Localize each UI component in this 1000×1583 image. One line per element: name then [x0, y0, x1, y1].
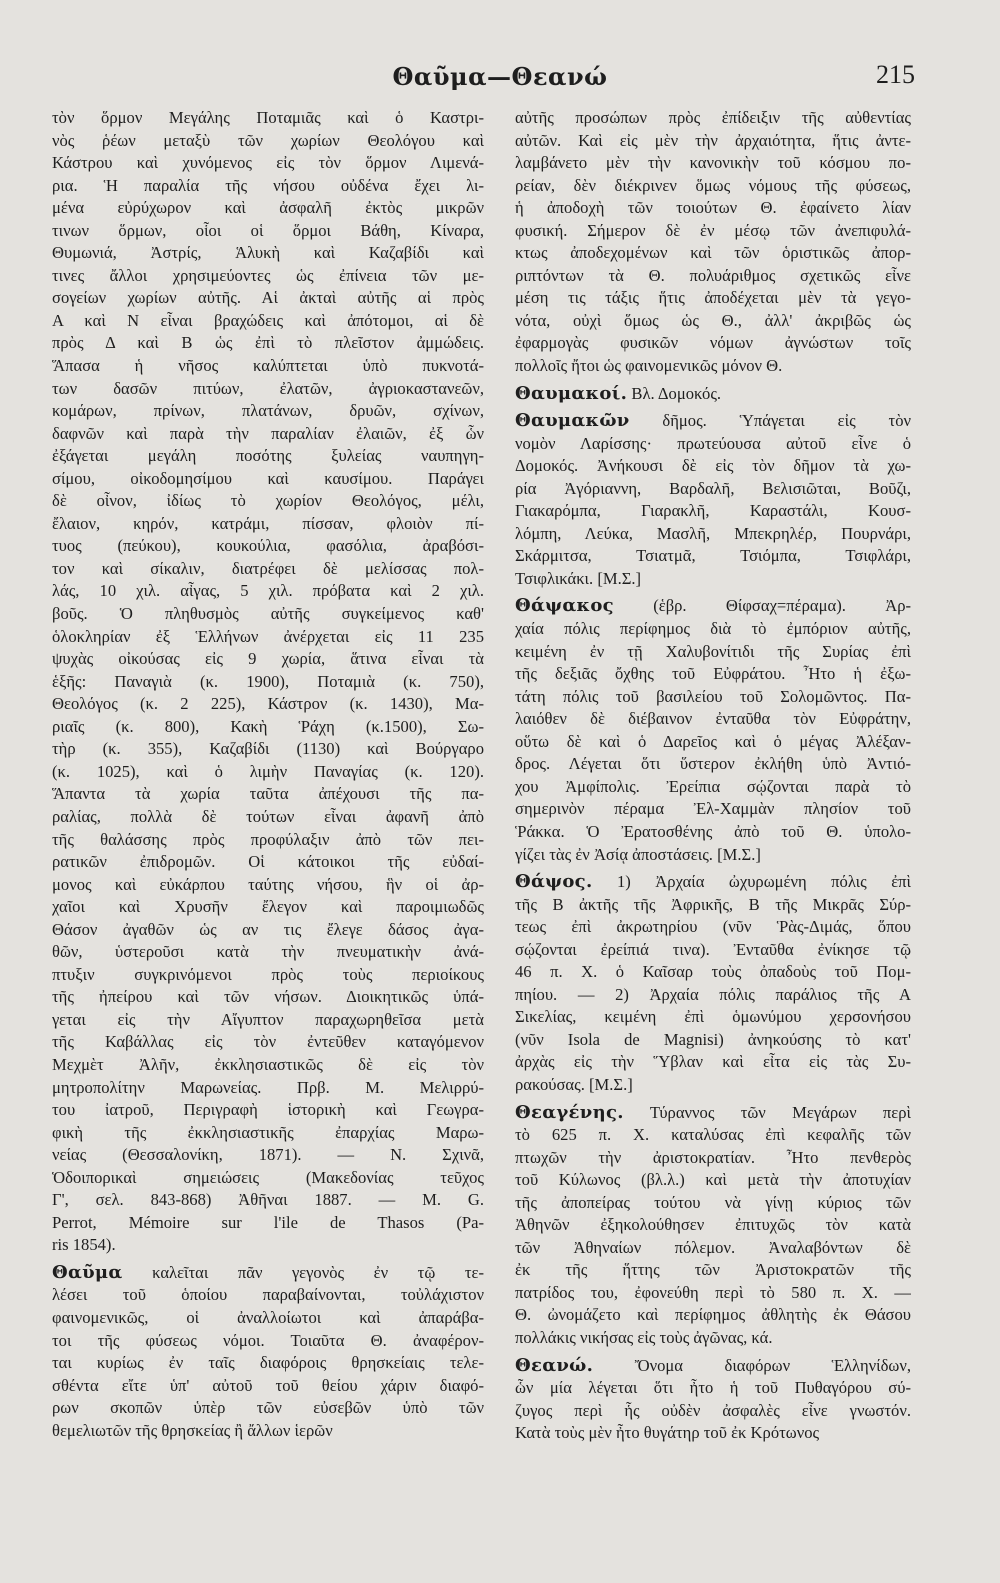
dictionary-entry [515, 383, 911, 406]
running-header: Θαῦμα—Θεανώ [392, 62, 608, 91]
text-line [52, 513, 484, 536]
line-text: τῆς Β ἀκτῆς τῆς Ἀφρικῆς, Β τῆς Μικρᾶς Σύρ- [515, 894, 911, 914]
text-line [52, 423, 484, 446]
line-text: Βλ. Δομοκός. [627, 383, 722, 403]
text-line [515, 1192, 911, 1215]
page-number: 215 [876, 60, 915, 89]
text-line [515, 130, 911, 153]
text-line [52, 693, 484, 716]
text-line [515, 1259, 911, 1282]
line-text: ἐφαρμογὰς φυσικῶν νόμων ἀγνώστων τοῖς [515, 333, 911, 353]
line-text: Perrot, Mémoire sur l'ile de Thasos (Pa- [52, 1212, 484, 1232]
line-text: κομάρων, πρίνων, πλατάνων, δρυῶν, σχίνων, [52, 401, 484, 421]
text-line [515, 753, 911, 776]
dictionary-entry [52, 1262, 484, 1442]
line-text: τοι τῆς φύσεως νόμοι. Τοιαῦτα Θ. ἀναφέρον- [52, 1330, 484, 1350]
line-text: μητροπολίτην Μαρωνείας. Πρβ. Μ. Μελιρρύ- [52, 1077, 484, 1097]
text-line [515, 242, 911, 265]
line-text: 1) Ἀρχαία ὠχυρωμένη πόλις ἐπὶ [592, 872, 911, 892]
line-text: θεμελιωτῶν τῆς θρησκείας ἢ ἄλλων ἱερῶν [52, 1420, 333, 1440]
line-text: Θεολόγος (κ. 2 225), Κάστρον (κ. 1430), Μα- [52, 694, 484, 714]
line-text: Τύραννος τῶν Μεγάρων περὶ [623, 1102, 911, 1122]
text-line [52, 242, 484, 265]
text-line [52, 1262, 484, 1285]
line-text: Τσιφλικάκι. [Μ.Σ.] [515, 568, 642, 588]
text-line [515, 1006, 911, 1029]
text-line [52, 941, 484, 964]
line-text: ἐκ τῆς ἥττης τῶν Ἀριστοκρατῶν τῆς [515, 1260, 911, 1280]
text-line [52, 152, 484, 175]
line-text: Ὄνομα διαφόρων Ἑλληνίδων, [593, 1355, 911, 1375]
dictionary-entry [515, 410, 911, 590]
text-line [515, 332, 911, 355]
text-line [52, 964, 484, 987]
line-text: μέση τις τάξις ἥτις ἀποδέχεται μὲν τὰ γεγο- [515, 288, 911, 308]
line-text: ριπτόντων τὰ Θ. πολυάριθμος σχετικῶς εἶνε [515, 265, 911, 285]
text-line [52, 829, 484, 852]
line-text: των δασῶν πιτύων, ἐλατῶν, ἀγριοκαστανεῶν, [52, 378, 484, 398]
paragraph [515, 107, 911, 378]
text-line [515, 663, 911, 686]
text-line [52, 197, 484, 220]
text-line [52, 806, 484, 829]
line-text: νείας (Θεσσαλονίκη, 1871). — N. Σχινᾶ, [52, 1145, 484, 1165]
line-text: τῆς δεξιᾶς ὄχθης τοῦ Εὐφράτου. Ἦτο ἡ ἐξω- [515, 664, 911, 684]
line-text: τινες ἄλλοι χρησιμεύοντες ὡς ἐπίνεια τῶν με- [52, 265, 484, 285]
line-text: πτυξιν συγκρινόμενοι πρὸς τοὺς περιοίκους [52, 964, 484, 984]
text-line [52, 648, 484, 671]
line-text: Δομοκός. Ἀνήκουσι δὲ εἰς τὸν δῆμον τὰ χω- [515, 456, 911, 476]
text-line [515, 107, 911, 130]
line-text: θῶν, ὑστεροῦσι κατὰ τὴν πνευματικὴν ἀνά- [52, 942, 484, 962]
line-text: ται κυρίως ἐν ταῖς διαφόροις θρησκείαις τελε- [52, 1353, 484, 1373]
line-text: Ῥάκκα. Ὁ Ἐρατοσθένης ἀπὸ τοῦ Θ. ὑπολο- [515, 821, 911, 841]
text-line [52, 378, 484, 401]
line-text: ριαῖς (κ. 800), Κακὴ Ῥάχη (κ.1500), Σω- [52, 716, 484, 736]
line-text: (νῦν Isola de Magnisi) ἀνηκούσης τὸ κατ' [515, 1029, 911, 1049]
text-line [515, 545, 911, 568]
text-line [52, 1099, 484, 1122]
line-text: πηίου. — 2) Ἀρχαία πόλις παράλιος τῆς Α [515, 984, 911, 1004]
text-line [515, 355, 911, 378]
text-line [515, 686, 911, 709]
line-text: ρείαν, δὲν διέκρινεν ὅμως νόμους τῆς φύσεως, [515, 175, 911, 195]
line-text: χου Ἀμφίπολις. Ἐρείπια σῴζονται παρὰ τὸ [515, 776, 911, 796]
line-text: Σκάρμιτσα, Τσιατμᾶ, Τσιόμπα, Τσιφλάρι, [515, 546, 911, 566]
line-text: κειμένη ἐν τῇ Χαλυβονίτιδι τῆς Συρίας ἐπὶ [515, 641, 911, 661]
dictionary-entry [515, 1355, 911, 1445]
left-column [52, 107, 484, 1442]
line-text: ρια. Ἡ παραλία τῆς νήσου οὐδένα ἔχει λι- [52, 175, 484, 195]
line-text: ψυχὰς οἰκούσας εἰς 9 χωρία, ἅτινα εἶναι τὰ [52, 649, 484, 669]
line-text: Σικελίας, κειμένη ἐπὶ ὁμωνύμου χερσονήσου [515, 1007, 911, 1027]
text-line [515, 568, 911, 591]
text-line [515, 618, 911, 641]
line-text: δὲ οἶνον, ἰδίως τὸ χωρίον Θεολόγος, μέλι, [52, 491, 484, 511]
line-text: Ἅπασα ἡ νῆσος καλύπτεται ὑπὸ πυκνοτά- [52, 356, 484, 376]
line-text: Κάστρου καὶ χυνόμενος εἰς τὸν ὅρμον Λιμενά- [52, 153, 484, 173]
line-text: βοῦς. Ὁ πληθυσμὸς αὐτῆς συγκείμενος καθ' [52, 604, 484, 624]
text-line [52, 626, 484, 649]
line-text: ὧν μία λέγεται ὅτι ἦτο ἡ τοῦ Πυθαγόρου σύ- [515, 1378, 911, 1398]
text-line [515, 265, 911, 288]
text-line [515, 821, 911, 844]
line-text: τὴρ (κ. 355), Καζαβίδι (1130) καὶ Βούργαρο [52, 739, 484, 759]
text-line [52, 1122, 484, 1145]
line-text: δρος. Λέγεται ὅτι ὕστερον ἐκλήθη ὑπὸ Ἀντιό- [515, 754, 911, 774]
text-line [515, 1051, 911, 1074]
text-line [52, 535, 484, 558]
line-text: τῆς ἀποπείρας τούτου νὰ γίνῃ κύριος τῶν [515, 1192, 911, 1212]
line-text: ἐξάγεται μεγάλη ποσότης ξυλείας ναυπηγη- [52, 446, 484, 466]
line-text: ὁλοκληρίαν ἐξ Ἑλλήνων ἀνέρχεται εἰς 11 235 [52, 626, 484, 646]
line-text: ἑξῆς: Παναγιὰ (κ. 1900), Ποταμιὰ (κ. 750), [52, 671, 484, 691]
line-text: τοῦ Κύλωνος (βλ.λ.) καὶ μετὰ τὴν ἀποτυχίαν [515, 1170, 911, 1190]
text-line [52, 265, 484, 288]
text-line [52, 1077, 484, 1100]
line-text: τῶν Ἀθηναίων πόλεμον. Ἀναλαβόντων δὲ [515, 1237, 911, 1257]
text-line [515, 1422, 911, 1445]
line-text: λόμπη, Λεύκα, Μασλῆ, Μπεκρηλέρ, Πουρνάρι, [515, 523, 911, 543]
text-line [52, 220, 484, 243]
text-line [515, 1355, 911, 1378]
line-text: αὐτῆς προσώπων πρὸς ἐπίδειξιν τῆς αὐθεντίας [515, 108, 911, 127]
entry-headword: Θάψακος [515, 595, 614, 617]
line-text: του ἰατροῦ, Περιγραφὴ ἱστορικὴ καὶ Γεωγρα- [52, 1100, 484, 1120]
entry-headword: Θαυμακῶν [515, 410, 630, 432]
text-line [515, 523, 911, 546]
text-line [515, 1304, 911, 1327]
line-text: τῆς ἠπείρου καὶ τῶν νήσων. Διοικητικῶς ὑπά- [52, 987, 484, 1007]
text-line [52, 919, 484, 942]
text-line [52, 130, 484, 153]
text-line [52, 1054, 484, 1077]
entry-headword: Θαυμακοί. [515, 382, 628, 404]
line-text: τεως ἐπὶ ἀκρωτηρίου (νῦν Ῥὰς-Διμάς, ὅπου [515, 917, 911, 937]
line-text: καλεῖται πᾶν γεγονὸς ἐν τῷ τε- [122, 1262, 484, 1282]
text-line [515, 1282, 911, 1305]
text-line [515, 310, 911, 333]
text-line [52, 287, 484, 310]
text-line [52, 558, 484, 581]
text-line [52, 1212, 484, 1235]
text-line [515, 478, 911, 501]
line-text: ἀρχὰς εἰς τὴν Ὕβλαν καὶ εἶτα εἰς τὰς Συ- [515, 1052, 911, 1072]
text-line [52, 783, 484, 806]
entry-headword: Θεαγένης. [515, 1101, 624, 1123]
text-line [52, 107, 484, 130]
line-text: Γ', σελ. 843-868) Ἀθῆναι 1887. — M. G. [52, 1190, 484, 1210]
text-line [52, 1167, 484, 1190]
line-text: σθέντα εἴτε ὑπ' αὐτοῦ τοῦ θείου χάριν διαφό- [52, 1375, 484, 1395]
line-text: γίζει τὰς ἐν Ἀσίᾳ ἀποστάσεις. [Μ.Σ.] [515, 844, 761, 864]
line-text: ραλίας, πολλὰ δὲ τούτων εἶναι ἀφανῆ ἀπὸ [52, 806, 484, 826]
text-line [515, 1400, 911, 1423]
line-text: ἡ ἀποδοχὴ τῶν τοιούτων Θ. ἐφαίνετο λίαν [515, 198, 911, 218]
text-line [52, 896, 484, 919]
text-line [515, 1327, 911, 1350]
line-text: πολλοῖς ἤτοι ὡς φαινομενικῶς μόνον Θ. [515, 356, 783, 376]
text-line [515, 961, 911, 984]
line-text: πρὸς Δ καὶ Β ὡς ἐπὶ τὸ πλεῖστον ἀμμώδεις. [52, 333, 484, 353]
line-text: φικὴ τῆς ἐκκλησιαστικῆς ἐπαρχίας Μαρω- [52, 1122, 484, 1142]
dictionary-entry [515, 1102, 911, 1350]
text-line [52, 490, 484, 513]
text-line [52, 1330, 484, 1353]
right-column [515, 107, 911, 1445]
text-line [52, 716, 484, 739]
line-text: Ὁδοιπορικαὶ σημειώσεις (Μακεδονίας τεῦχος [52, 1167, 484, 1187]
text-line [515, 175, 911, 198]
text-line [515, 708, 911, 731]
text-line [515, 984, 911, 1007]
text-line [52, 671, 484, 694]
line-text: τάτη πόλις τοῦ βασιλείου τοῦ Σολομῶντος. Πα- [515, 686, 911, 706]
line-text: τυος (πεύκου), κουκούλια, φασόλια, ἀραβόσι- [52, 536, 484, 556]
dictionary-entry [515, 595, 911, 866]
text-line [515, 383, 911, 406]
text-line [515, 871, 911, 894]
text-line [52, 580, 484, 603]
text-line [515, 916, 911, 939]
text-line [52, 355, 484, 378]
text-line [52, 445, 484, 468]
text-line [52, 1397, 484, 1420]
line-text: Θάσον ἀγαθῶν ὡς αν τις ἔλεγε δάσος ἀγα- [52, 919, 484, 939]
text-line [52, 603, 484, 626]
line-text: πτωχῶν τὴν ἀριστοκρατίαν. Ἦτο πενθερὸς [515, 1147, 911, 1167]
text-line [515, 433, 911, 456]
text-line [52, 874, 484, 897]
entry-headword: Θεανώ. [515, 1354, 594, 1376]
line-text: σημερινὸν πέραμα Ἐλ-Χαμμὰν πλησίον τοῦ [515, 799, 911, 819]
line-text: Θ. ὠνομάζετο καὶ περίφημος ἀθλητὴς ἐκ Θάσου [515, 1305, 911, 1325]
text-line [52, 1234, 484, 1257]
text-line [515, 287, 911, 310]
text-line [515, 500, 911, 523]
line-text: Μεχμὲτ Ἀλῆν, ἐκκλησιαστικῶς δὲ εἰς τὸν [52, 1054, 484, 1074]
line-text: τὸν ὅρμον Μεγάλης Ποταμιᾶς καὶ ὁ Καστρι- [52, 108, 484, 127]
text-line [52, 851, 484, 874]
line-text: ρία Ἀγόριαννη, Βαρδαλῆ, Βελισιῶται, Βοῦζι, [515, 478, 911, 498]
text-line [515, 1102, 911, 1125]
line-text: πολλάκις νικήσας εἰς τοὺς ἀγῶνας, κά. [515, 1327, 773, 1347]
line-text: ρατικῶν ἐπιδρομῶν. Οἱ κάτοικοι τῆς εὐδαί- [52, 852, 484, 872]
entry-headword: Θάψος. [515, 871, 593, 893]
line-text: οὕτω δὲ καὶ ὁ Δαρεῖος καὶ ὁ μέγας Ἀλέξαν- [515, 731, 911, 751]
text-line [515, 220, 911, 243]
line-text: κτως ἀποδεχομένων καὶ τῶν ὁριστικῶς ἀπορ- [515, 243, 911, 263]
line-text: ζυγος περὶ ἧς οὐδὲν ἀσφαλὲς εἶνε γνωστόν. [515, 1400, 911, 1420]
text-line [52, 738, 484, 761]
line-text: χαία πόλις περίφημος διὰ τὸ ἐμπόριον αὐτῆς, [515, 619, 911, 639]
line-text: σίμου, οἰκοδομησίμου καὶ καυσίμου. Παράγει [52, 468, 484, 488]
line-text: τῆς Καβάλλας εἰς τὸν ἐντεῦθεν καταγόμενον [52, 1032, 484, 1052]
line-text: ἔλαιον, κηρόν, κατράμι, πίσσαν, φλοιὸν πί- [52, 513, 484, 533]
line-text: τὸ 625 π. Χ. καταλύσας ἐπὶ κεφαλῆς τῶν [515, 1125, 911, 1145]
line-text: Ἀθηνῶν ἐξηκολούθησεν ἐπιτυχῶς τὸν κατὰ [515, 1215, 911, 1235]
text-line [515, 152, 911, 175]
line-text: τῆς θαλάσσης πρὸς προφύλαξιν ἀπὸ τῶν πει- [52, 829, 484, 849]
text-line [515, 1169, 911, 1192]
text-line [515, 939, 911, 962]
paragraph [52, 107, 484, 1257]
text-line [515, 1147, 911, 1170]
line-text: λάς, 10 χιλ. αἶγας, 5 χιλ. πρόβατα καὶ 2 χιλ. [52, 581, 484, 601]
line-text: λέσει τοῦ ὁποίου παραβαίνονται, τοὐλάχιστον [52, 1285, 484, 1305]
line-text: (ἑβρ. Θίφσαχ=πέραμα). Ἀρ- [613, 596, 911, 616]
line-text: Ἅπαντα τὰ χωρία ταῦτα ἀπέχουσι τῆς πα- [52, 784, 484, 804]
line-text: νὸς ῥέων μεταξὺ τῶν χωρίων Θεολόγου καὶ [52, 130, 484, 150]
text-line [52, 1352, 484, 1375]
text-line [515, 798, 911, 821]
line-text: Κατὰ τοὺς μὲν ἦτο θυγάτηρ τοῦ ἐκ Κρότωνος [515, 1423, 820, 1443]
line-text: τινων ὅρμων, οἷοι οἱ ὅρμοι Βάθη, Κίναρα, [52, 220, 484, 240]
line-text: ris 1854). [52, 1235, 116, 1255]
entry-headword: Θαῦμα [52, 1261, 123, 1283]
text-line [515, 731, 911, 754]
text-line [515, 410, 911, 433]
text-line [515, 844, 911, 867]
text-line [52, 1307, 484, 1330]
line-text: δῆμος. Ὑπάγεται εἰς τὸν [629, 411, 911, 431]
text-line [52, 1189, 484, 1212]
line-text: σῴζονται ἐρείπιά τινα). Ἐνταῦθα ἐνίκησε τῷ [515, 939, 911, 959]
text-line [515, 1377, 911, 1400]
line-text: νομὸν Λαρίσσης· πρωτεύουσα αὐτοῦ εἶνε ὁ [515, 433, 911, 453]
line-text: πατρίδος του, ἐφονεύθη περὶ τὸ 580 π. Χ. — [515, 1282, 911, 1302]
text-line [515, 776, 911, 799]
text-line [515, 894, 911, 917]
line-text: τον καὶ σίκαλιν, διατρέφει δὲ μελίσσας πολ- [52, 558, 484, 578]
line-text: νότα, οὐχὶ ὅμως ὡς Θ., ἀλλ' ἀκριβῶς ὡς [515, 310, 911, 330]
text-line [52, 761, 484, 784]
text-line [52, 1144, 484, 1167]
text-line [52, 175, 484, 198]
text-line [52, 1375, 484, 1398]
line-text: Θυμωνιά, Ἀστρίς, Ἁλυκὴ καὶ Καζαβίδι καὶ [52, 243, 484, 263]
text-line [515, 455, 911, 478]
text-line [52, 332, 484, 355]
text-line [515, 1029, 911, 1052]
line-text: φαινομενικῶς, οἱ ἀναλλοίωτοι καὶ ἀπαράβα- [52, 1307, 484, 1327]
text-line [515, 1214, 911, 1237]
line-text: λαιόθεν δὲ διέβαινον ἐνταῦθα τὸν Εὐφράτην, [515, 709, 911, 729]
text-line [515, 197, 911, 220]
text-line [52, 310, 484, 333]
line-text: 46 π. Χ. ὁ Καῖσαρ τοὺς ὀπαδοὺς τοῦ Πομ- [515, 962, 911, 982]
line-text: φυσική. Σήμερον δὲ ἐν μέσῳ τῶν ἀνεπιφυλά- [515, 220, 911, 240]
line-text: (κ. 1025), καὶ ὁ λιμὴν Παναγίας (κ. 120). [52, 761, 484, 781]
line-text: Γιακαρόμπα, Γιαρακλῆ, Καραστάλι, Κουσ- [515, 501, 911, 521]
line-text: σογείων χωρίων αὐτῆς. Αἱ ἀκταὶ αὐτῆς αἱ πρὸς [52, 288, 484, 308]
text-line [515, 1237, 911, 1260]
text-line [52, 1420, 484, 1443]
text-line [515, 641, 911, 664]
line-text: χαῖοι καὶ Χρυσῆν ἔλεγον καὶ παροιμιωδῶς [52, 897, 484, 917]
text-line [515, 1124, 911, 1147]
text-line [52, 1009, 484, 1032]
line-text: ρακούσας. [Μ.Σ.] [515, 1074, 633, 1094]
text-line [52, 1031, 484, 1054]
line-text: λαμβάνετο μὲν τὴν κανονικὴν τοῦ κόσμου πο- [515, 153, 911, 173]
text-line [52, 1284, 484, 1307]
text-line [52, 986, 484, 1009]
line-text: μένα εὐρύχωρον καὶ ἀσφαλῆ ἐκτὸς μικρῶν [52, 198, 484, 218]
text-line [515, 1074, 911, 1097]
text-line [515, 595, 911, 618]
text-line [52, 400, 484, 423]
dictionary-entry [515, 871, 911, 1096]
text-line [52, 468, 484, 491]
line-text: γεται εἰς τὴν Αἴγυπτον παραχωρηθεῖσα μετὰ [52, 1009, 484, 1029]
line-text: αὐτῶν. Καὶ εἰς μὲν τὴν ἀρχαιότητα, ἥτις ἀντε- [515, 130, 911, 150]
line-text: Α καὶ Ν εἶναι βραχώδεις καὶ ἀπότομοι, αἱ δὲ [52, 310, 484, 330]
line-text: ρων σκοπῶν ὑπὲρ τῶν εὐσεβῶν ὑπὸ τῶν [52, 1398, 484, 1418]
line-text: δαφνῶν καὶ παρὰ τὴν παραλίαν ἐλαιῶν, ἐξ ὧν [52, 423, 484, 443]
line-text: μονος καὶ εὐκάρπου ταύτης νήσου, ἣν οἱ ἀρ- [52, 874, 484, 894]
